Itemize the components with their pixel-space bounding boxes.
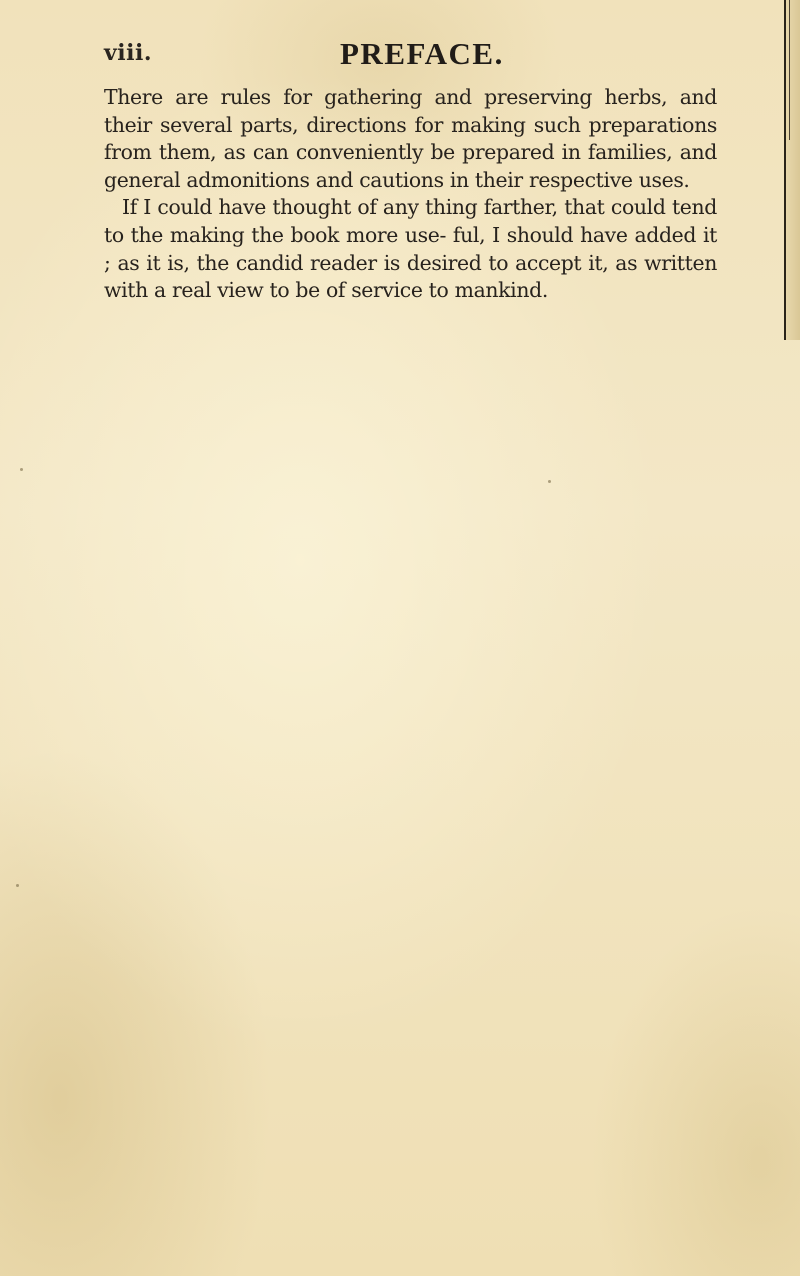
preface-body <box>104 84 717 305</box>
paragraph-closing: If I could have thought of any thing farther, that could tend to the making the book more use- ful, I should have added it ; as it is, the candid reader is desired to accept it, as written with a real view to be of service to mankind. <box>104 195 717 303</box>
running-head: PREFACE. <box>340 36 504 71</box>
foxing-spot <box>548 480 551 483</box>
page-number: viii. <box>104 40 153 66</box>
page-header <box>104 36 744 76</box>
foxing-spot <box>16 884 19 887</box>
paragraph-rules: There are rules for gathering and preserving herbs, and their several parts, directions for making such preparations from them, as can conveniently be prepared in families, and general admonitions and cautions in their respective uses. <box>104 85 717 192</box>
adjacent-page-edge <box>784 0 800 340</box>
foxing-spot <box>20 468 23 471</box>
